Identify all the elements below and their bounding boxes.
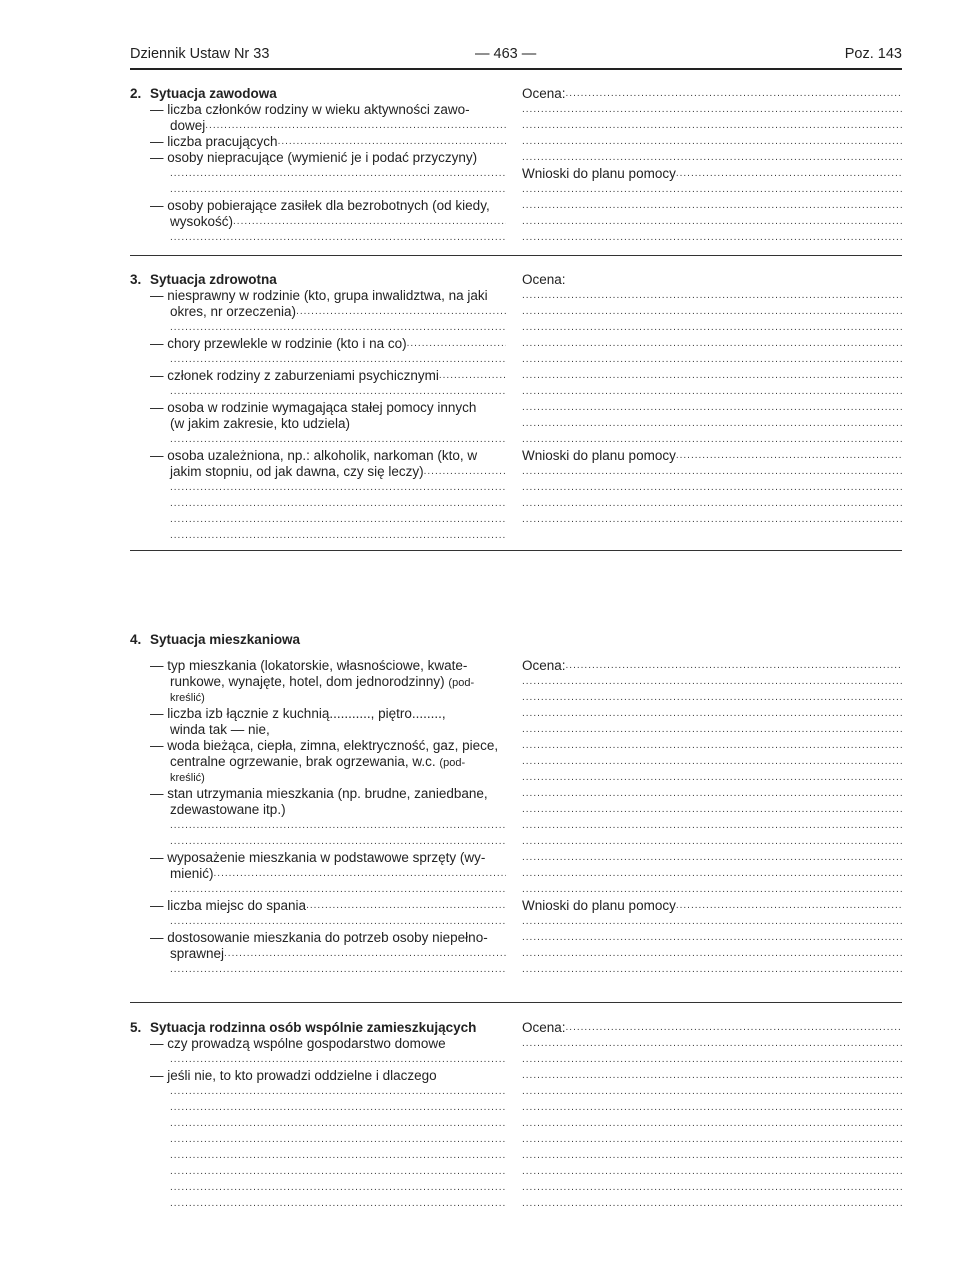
s5-ocena-line[interactable] <box>522 1084 902 1100</box>
s4-wnioski-line[interactable] <box>522 946 902 962</box>
s4-wnioski-line[interactable] <box>522 962 902 978</box>
s4-accessibility-label: — dostosowanie mieszkania do potrzeb osoby niepełno- <box>150 930 488 945</box>
s3-ocena-line[interactable] <box>522 288 902 304</box>
s5-separate-line[interactable] <box>170 1148 506 1164</box>
s4-condition-line[interactable] <box>170 834 506 850</box>
s3-care-label-2: (w jakim zakresie, kto udziela) <box>170 416 351 431</box>
s5-ocena-line[interactable] <box>522 1180 902 1196</box>
s4-ocena-line[interactable] <box>522 802 902 818</box>
s2-ocena-line[interactable] <box>522 118 902 134</box>
s4-ocena-line[interactable] <box>522 674 902 690</box>
s4-ocena-line[interactable] <box>522 882 902 898</box>
s5-ocena-line[interactable] <box>522 1036 902 1052</box>
section-3-heading: 3. Sytuacja zdrowotna <box>130 272 277 287</box>
s3-care-label: — osoba w rodzinie wymagająca stałej pomocy innych <box>150 400 477 415</box>
s4-condition-label: — stan utrzymania mieszkania (np. brudne, zaniedbane, <box>150 786 488 801</box>
header-rule <box>130 68 902 70</box>
s2-unemployed-line[interactable] <box>170 182 506 198</box>
s4-ocena-line[interactable] <box>522 834 902 850</box>
s3-ocena-line[interactable] <box>522 368 902 384</box>
section-2-heading: 2. Sytuacja zawodowa <box>130 86 277 101</box>
s3-wnioski-line[interactable] <box>522 464 902 480</box>
section-4 <box>130 632 506 978</box>
s4-rooms-field[interactable]: — liczba izb łącznie z kuchnią..........., piętro........, <box>150 706 446 721</box>
s4-ocena-line[interactable] <box>522 818 902 834</box>
s3-ocena-line[interactable] <box>522 416 902 432</box>
s3-addicted-line[interactable] <box>170 480 506 496</box>
s5-separate-line[interactable] <box>170 1180 506 1196</box>
s4-equipment-line[interactable] <box>170 882 506 898</box>
s4-utilities-label-2: centralne ogrzewanie, brak ogrzewania, w.c. (pod- <box>170 754 466 769</box>
s4-equipment-field[interactable]: mienić) ..... <box>130 866 506 882</box>
section-divider <box>130 255 902 256</box>
s2-benefit-line[interactable] <box>170 230 506 246</box>
s3-ocena-line[interactable] <box>522 384 902 400</box>
s2-ocena-field[interactable]: Ocena: ..... <box>522 86 902 102</box>
s4-condition-line[interactable] <box>170 818 506 834</box>
s4-ocena-line[interactable] <box>522 722 902 738</box>
s3-chronic-field[interactable]: — chory przewlekle w rodzinie (kto i na co) ..... <box>130 336 506 352</box>
s2-benefit-label: — osoby pobierające zasiłek dla bezrobotnych (od kiedy, <box>150 198 490 213</box>
s2-unemployed-line[interactable] <box>170 166 506 182</box>
s4-ocena-line[interactable] <box>522 690 902 706</box>
section-divider <box>130 1002 902 1003</box>
section-4-assessment <box>522 658 902 978</box>
s3-wnioski-line[interactable] <box>522 480 902 496</box>
page-number: — 463 — <box>475 46 537 62</box>
s3-addicted-line[interactable] <box>170 512 506 528</box>
s3-ocena-line[interactable] <box>522 304 902 320</box>
s2-working-age-field[interactable]: dowej ..... <box>130 118 506 134</box>
s4-utilities-label-3: kreślić) <box>170 772 205 784</box>
s5-shared-household-label: — czy prowadzą wspólne gospodarstwo domowe <box>150 1036 446 1051</box>
s4-ocena-line[interactable] <box>522 754 902 770</box>
s4-elevator-label[interactable]: winda tak — nie, <box>170 722 270 737</box>
s4-beds-line[interactable] <box>170 914 506 930</box>
s2-working-age-label: — liczba członków rodziny w wieku aktywności zawo- <box>150 102 470 117</box>
s3-mental-field[interactable]: — członek rodziny z zaburzeniami psychicznymi ..... <box>130 368 506 384</box>
s2-unemployed-label: — osoby niepracujące (wymienić je i podać przyczyny) <box>150 150 478 165</box>
s3-ocena-line[interactable] <box>522 336 902 352</box>
s2-wnioski-field[interactable]: Wnioski do planu pomocy ..... <box>522 166 902 182</box>
s3-mental-line[interactable] <box>170 384 506 400</box>
s2-ocena-line[interactable] <box>522 102 902 118</box>
s5-ocena-line[interactable] <box>522 1116 902 1132</box>
s3-disabled-line[interactable] <box>170 320 506 336</box>
s4-beds-field[interactable]: — liczba miejsc do spania ..... <box>130 898 506 914</box>
s5-ocena-line[interactable] <box>522 1068 902 1084</box>
s3-disabled-field[interactable]: okres, nr orzeczenia) ..... <box>130 304 506 320</box>
section-5-heading: 5. Sytuacja rodzinna osób wspólnie zamieszkujących <box>130 1020 477 1035</box>
s4-type-label-2: runkowe, wynajęte, hotel, dom jednorodzinny) (pod- <box>170 674 475 689</box>
s5-ocena-line[interactable] <box>522 1196 902 1212</box>
s3-wnioski-line[interactable] <box>522 512 902 528</box>
s3-care-line[interactable] <box>170 432 506 448</box>
section-divider <box>130 550 902 551</box>
s4-wnioski-line[interactable] <box>522 914 902 930</box>
s5-separate-line[interactable] <box>170 1100 506 1116</box>
s3-wnioski-field[interactable]: Wnioski do planu pomocy ..... <box>522 448 902 464</box>
page-header <box>130 46 902 66</box>
s5-separate-line[interactable] <box>170 1084 506 1100</box>
section-5-assessment <box>522 1020 902 1212</box>
s3-ocena-line[interactable] <box>522 400 902 416</box>
s3-disabled-label: — niesprawny w rodzinie (kto, grupa inwalidztwa, na jaki <box>150 288 488 303</box>
s5-ocena-line[interactable] <box>522 1164 902 1180</box>
s3-addicted-line[interactable] <box>170 528 506 544</box>
s3-addicted-field[interactable]: jakim stopniu, od jak dawna, czy się leczy) ..... <box>130 464 506 480</box>
s4-accessibility-field[interactable]: sprawnej ..... <box>130 946 506 962</box>
s3-ocena-line[interactable] <box>522 320 902 336</box>
s4-wnioski-field[interactable]: Wnioski do planu pomocy ..... <box>522 898 902 914</box>
section-4-heading: 4. Sytuacja mieszkaniowa <box>130 632 301 647</box>
s3-wnioski-line[interactable] <box>522 496 902 512</box>
s4-ocena-line[interactable] <box>522 738 902 754</box>
section-3-assessment <box>522 272 902 528</box>
s5-shared-household-line[interactable] <box>170 1052 506 1068</box>
s2-ocena-line[interactable] <box>522 134 902 150</box>
s2-wnioski-line[interactable] <box>522 230 902 246</box>
s4-utilities-label: — woda bieżąca, ciepła, zimna, elektryczność, gaz, piece, <box>150 738 499 753</box>
s2-wnioski-line[interactable] <box>522 182 902 198</box>
s3-ocena-label: Ocena: <box>522 272 566 287</box>
position-number: Poz. 143 <box>844 46 902 62</box>
s5-ocena-line[interactable] <box>522 1100 902 1116</box>
s2-employed-field[interactable]: — liczba pracujących ..... <box>130 134 506 150</box>
s3-ocena-line[interactable] <box>522 432 902 448</box>
journal-title: Dziennik Ustaw Nr 33 <box>130 46 270 62</box>
s5-separate-line[interactable] <box>170 1164 506 1180</box>
s4-type-label-3: kreślić) <box>170 692 205 704</box>
s2-ocena-line[interactable] <box>522 150 902 166</box>
s4-ocena-field[interactable]: Ocena: ..... <box>522 658 902 674</box>
s5-separate-line[interactable] <box>170 1196 506 1212</box>
s4-ocena-line[interactable] <box>522 770 902 786</box>
s3-addicted-label: — osoba uzależniona, np.: alkoholik, narkoman (kto, w <box>150 448 478 463</box>
s4-ocena-line[interactable] <box>522 786 902 802</box>
s4-ocena-line[interactable] <box>522 850 902 866</box>
s4-ocena-line[interactable] <box>522 866 902 882</box>
s5-separate-line[interactable] <box>170 1132 506 1148</box>
s5-ocena-field[interactable]: Ocena: ..... <box>522 1020 902 1036</box>
s3-ocena-line[interactable] <box>522 352 902 368</box>
s4-wnioski-line[interactable] <box>522 930 902 946</box>
s4-ocena-line[interactable] <box>522 706 902 722</box>
s4-equipment-label: — wyposażenie mieszkania w podstawowe sprzęty (wy- <box>150 850 486 865</box>
s5-ocena-line[interactable] <box>522 1148 902 1164</box>
section-3 <box>130 272 506 544</box>
section-2-assessment <box>522 86 902 246</box>
s4-type-label: — typ mieszkania (lokatorskie, własnościowe, kwate- <box>150 658 468 673</box>
s5-ocena-line[interactable] <box>522 1052 902 1068</box>
s5-ocena-line[interactable] <box>522 1132 902 1148</box>
s4-accessibility-line[interactable] <box>170 962 506 978</box>
s5-separate-line[interactable] <box>170 1116 506 1132</box>
s3-chronic-line[interactable] <box>170 352 506 368</box>
section-5 <box>130 1020 506 1212</box>
s2-wnioski-line[interactable] <box>522 198 902 214</box>
s2-benefit-field[interactable]: wysokość) ..... <box>130 214 506 230</box>
s3-addicted-line[interactable] <box>170 496 506 512</box>
s5-separate-label: — jeśli nie, to kto prowadzi oddzielne i dlaczego <box>150 1068 437 1083</box>
section-2 <box>130 86 506 246</box>
s2-wnioski-line[interactable] <box>522 214 902 230</box>
s4-condition-label-2: zdewastowane itp.) <box>170 802 286 817</box>
